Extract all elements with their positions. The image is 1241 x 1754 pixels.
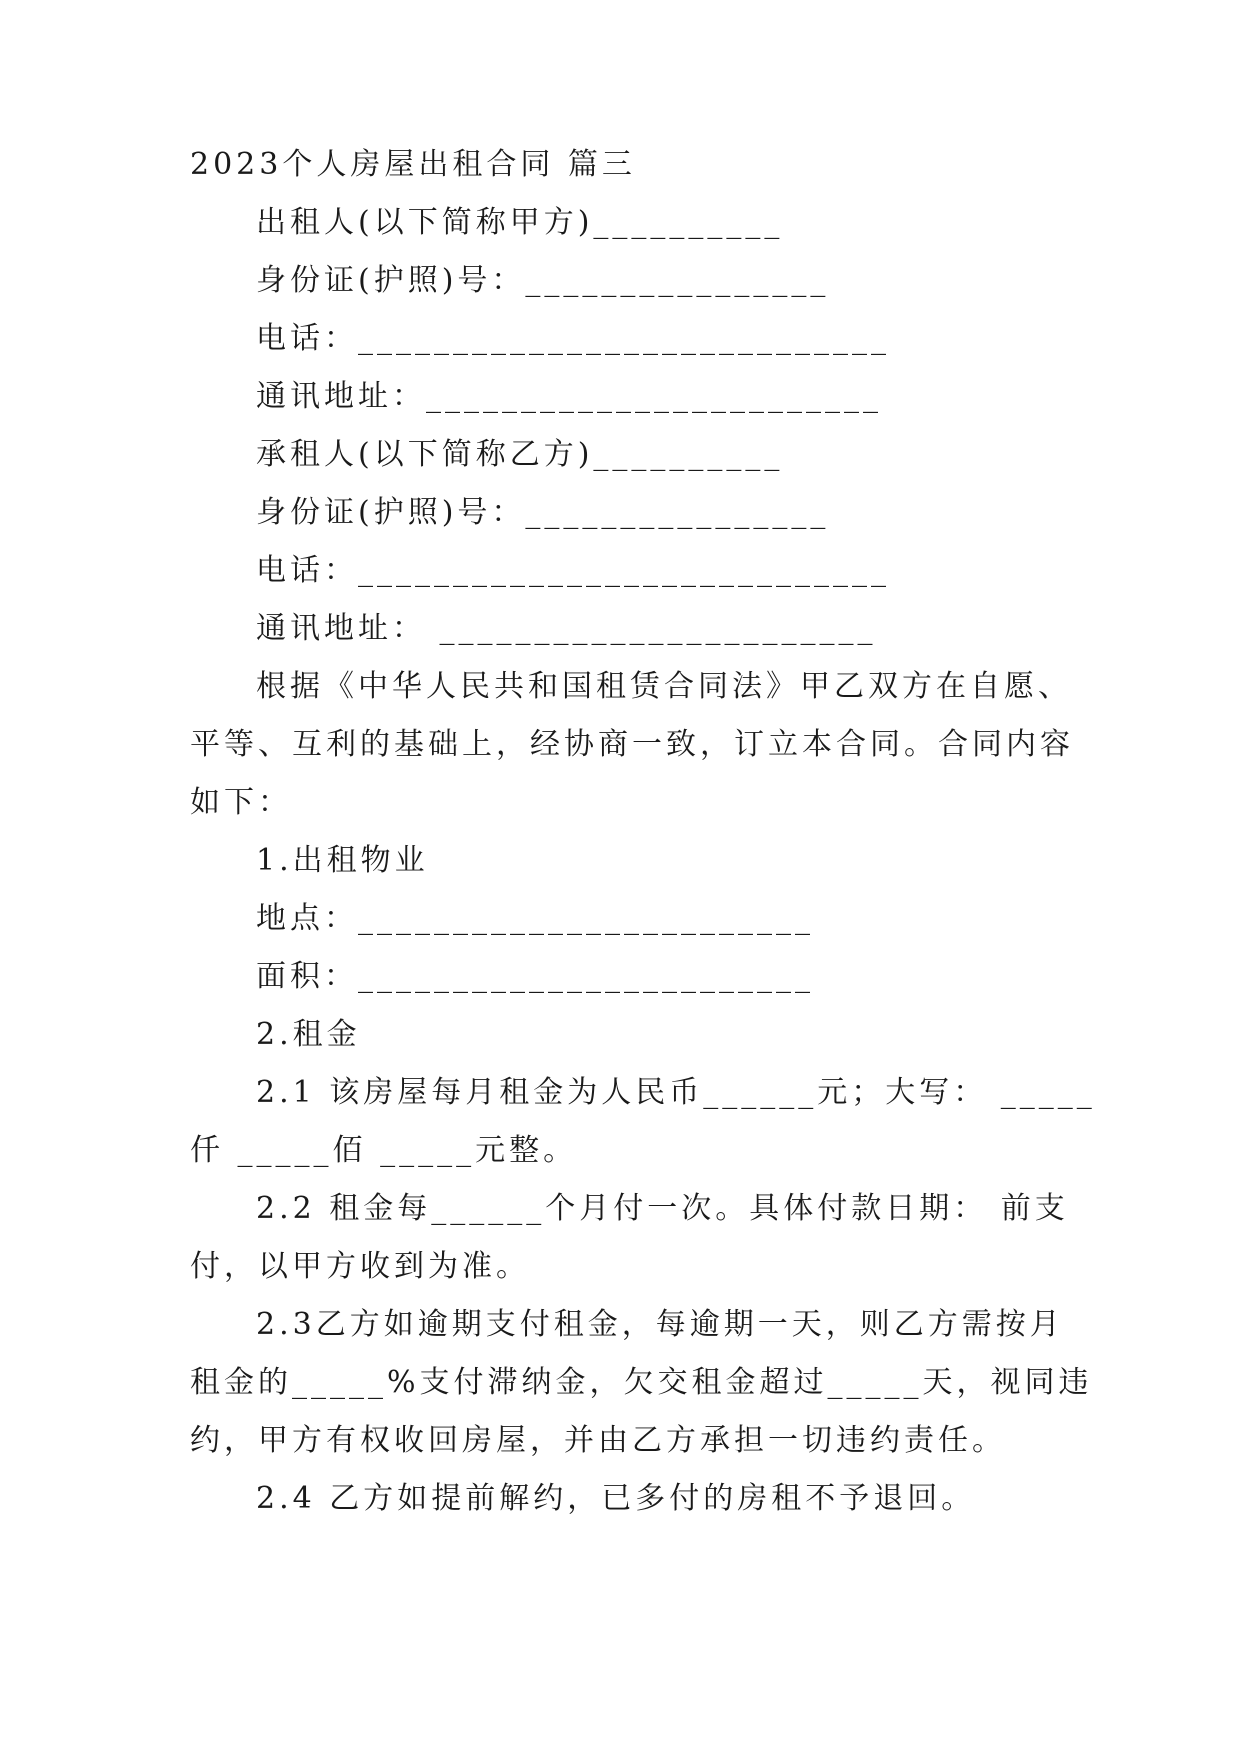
location-line: 地点：________________________ [256, 901, 814, 936]
lessor-phone-line: 电话：____________________________ [256, 321, 890, 356]
area-line: 面积：________________________ [256, 959, 814, 994]
lessee-line: 承租人(以下简称乙方)__________ [256, 437, 784, 472]
clause-2-1-line-2: 仟 _____佰 _____元整。 [190, 1133, 578, 1168]
lessor-id-line: 身份证(护照)号：________________ [256, 263, 830, 298]
clause-2-3-line-2: 租金的_____%支付滞纳金，欠交租金超过_____天，视同违 [190, 1365, 1093, 1400]
section-2-heading: 2.租金 [256, 1017, 361, 1052]
clause-2-2-line-2: 付，以甲方收到为准。 [190, 1249, 530, 1284]
clause-2-3-line-3: 约，甲方有权收回房屋，并由乙方承担一切违约责任。 [190, 1423, 1006, 1458]
clause-2-2-line-1: 2.2 租金每______个月付一次。具体付款日期： 前支 [256, 1191, 1069, 1226]
lessee-id-line: 身份证(护照)号：________________ [256, 495, 830, 530]
clause-2-1-line-1: 2.1 该房屋每月租金为人民币______元；大写： _____ [256, 1075, 1096, 1110]
clause-2-3-line-1: 2.3乙方如逾期支付租金，每逾期一天，则乙方需按月 [256, 1307, 1064, 1342]
document-title: 2023个人房屋出租合同 篇三 [190, 147, 636, 182]
lessee-phone-line: 电话：____________________________ [256, 553, 890, 588]
preamble-line-3: 如下： [190, 785, 292, 820]
lessor-address-line: 通讯地址：________________________ [256, 379, 882, 414]
clause-2-4-line-1: 2.4 乙方如提前解约，已多付的房租不予退回。 [256, 1481, 976, 1516]
section-1-heading: 1.出租物业 [256, 843, 429, 878]
preamble-line-1: 根据《中华人民共和国租赁合同法》甲乙双方在自愿、 [256, 669, 1072, 704]
preamble-line-2: 平等、互利的基础上，经协商一致，订立本合同。合同内容 [190, 727, 1074, 762]
lessee-address-line: 通讯地址： _______________________ [256, 611, 877, 646]
lessor-line: 出租人(以下简称甲方)__________ [256, 205, 784, 240]
